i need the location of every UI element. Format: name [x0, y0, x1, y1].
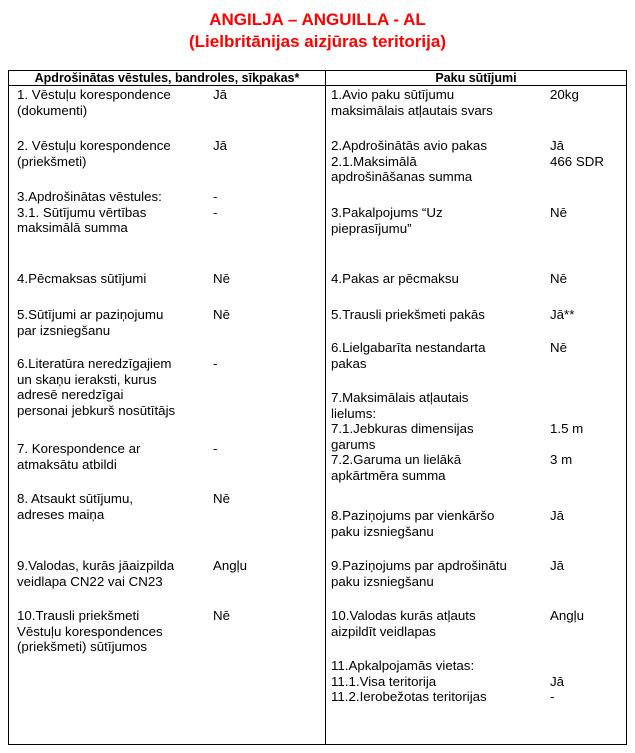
right-row-label: 9.Paziņojums par apdrošinātu paku izsniegšanu: [331, 558, 507, 589]
left-row-value: Angļu: [213, 558, 248, 573]
left-row-value: Nē: [213, 307, 230, 322]
left-row-label: 8. Atsaukt sūtījumu, adreses maiņa: [17, 491, 134, 522]
right-column-header: Paku sūtījumi: [435, 71, 517, 85]
right-row-value: Jā: [550, 558, 565, 573]
right-row-label: 7.Maksimālais atļautais lielums: 7.1.Jebkuras dimensijas garums 7.2.Garuma un lielākā apkārtmēra summa: [331, 390, 474, 483]
right-row-value: Nē: [550, 271, 567, 286]
left-row-label: 7. Korespondence ar atmaksātu atbildi: [17, 441, 141, 472]
right-row-label: 3.Pakalpojums “Uz pieprasījumu”: [331, 205, 443, 236]
header-divider: [9, 85, 626, 86]
left-row-value: Jā: [213, 138, 228, 153]
left-row-label: 5.Sūtījumi ar paziņojumu par izsniegšanu: [17, 307, 164, 338]
right-row-value: Jā 466 SDR: [550, 138, 604, 169]
right-row-value: 1.5 m 3 m: [550, 421, 584, 467]
column-divider: [325, 71, 326, 744]
right-row-label: 2.Apdrošinātās avio pakas 2.1.Maksimālā apdrošināšanas summa: [331, 138, 487, 184]
left-column-header: Apdrošinātas vēstules, bandroles, sīkpakas*: [34, 71, 300, 85]
right-row-label: 6.Lielgabarīta nestandarta pakas: [331, 340, 486, 371]
left-row-label: 2. Vēstuļu korespondence (priekšmeti): [17, 138, 171, 169]
left-row-value: Nē: [213, 271, 230, 286]
left-row-value: Nē: [213, 491, 230, 506]
left-row-value: -: [213, 356, 218, 371]
right-row-value: Nē: [550, 205, 567, 220]
services-table: [8, 70, 627, 745]
left-row-label: 1. Vēstuļu korespondence (dokumenti): [17, 87, 171, 118]
right-row-label: 5.Trausli priekšmeti pakās: [331, 307, 485, 322]
left-row-value: Nē: [213, 608, 230, 623]
right-row-value: 20kg: [550, 87, 579, 102]
left-row-label: 10.Trausli priekšmeti Vēstuļu korespondences (priekšmeti) sūtījumos: [17, 608, 163, 654]
left-row-label: 3.Apdrošinātas vēstules: 3.1. Sūtījumu vērtības maksimālā summa: [17, 189, 162, 235]
right-row-label: 10.Valodas kurās atļauts aizpildīt veidlapas: [331, 608, 476, 639]
left-row-value: -: [213, 441, 218, 456]
page-title: ANGILJA – ANGUILLA - AL: [209, 10, 426, 29]
left-row-label: 9.Valodas, kurās jāaizpilda veidlapa CN22 vai CN23: [17, 558, 175, 589]
right-row-value: Jā: [550, 508, 565, 523]
right-row-value: Nē: [550, 340, 567, 355]
left-row-label: 4.Pēcmaksas sūtījumi: [17, 271, 147, 286]
page-subtitle: (Lielbritānijas aizjūras teritorija): [189, 32, 446, 51]
right-row-value: Jā**: [550, 307, 575, 322]
right-row-label: 8.Paziņojums par vienkāršo paku izsniegšanu: [331, 508, 495, 539]
right-row-value: Angļu: [550, 608, 585, 623]
right-row-value: Jā -: [550, 673, 565, 704]
left-row-label: 6.Literatūra neredzīgajiem un skaņu ieraksti, kurus adresē neredzīgai personai jebkurš nosūtītājs: [17, 356, 176, 418]
left-row-value: Jā: [213, 87, 228, 102]
right-row-label: 4.Pakas ar pēcmaksu: [331, 271, 459, 286]
left-row-value: - -: [213, 189, 218, 220]
right-row-label: 1.Avio paku sūtījumu maksimālais atļautais svars: [331, 87, 493, 118]
right-row-label: 11.Apkalpojamās vietas: 11.1.Visa teritorija 11.2.Ierobežotas teritorijas: [331, 658, 487, 704]
